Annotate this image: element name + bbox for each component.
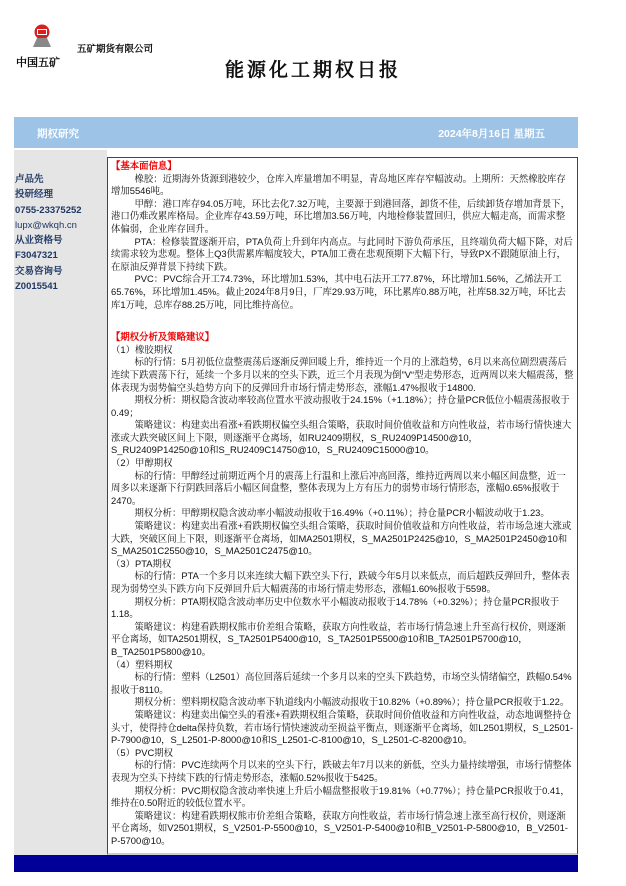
option-section-title: （1）橡胶期权 (111, 343, 173, 355)
advice-text: 策略建议：构建卖出偏空头的看涨+看跌期权组合策略，获取时间价值收益和方向性收益，动态地调整持仓头寸，使得持仓delta保持负数，若市场行情快速波动至损益平衡点，则逐渐平仓离场，如L2501期权，S_L2501-P-7900@10，S_L2501-P-8000@10和S_L2501-C-8100@10，S_L2501-C-8200@10。 (111, 708, 574, 746)
section-bar (14, 117, 578, 148)
report-date: 2024年8月16日 星期五 (438, 128, 545, 140)
market-text: 标的行情：塑料（L2501）高位回落后延续一个多月以来的空头下跌趋势，市场空头情绪偏空，跌幅0.54%报收于8110。 (111, 671, 572, 695)
analysis-text: 期权分析：PVC期权隐含波动率快速上升后小幅盘整报收于19.81%（+0.77%）；持仓量PCR报收于0.41，维持在0.50附近的较低位置水平。 (111, 784, 570, 809)
consult-number: Z0015541 (15, 281, 58, 293)
analysis-text: 期权分析：塑料期权隐含波动率下轨道线内小幅波动报收于10.82%（+0.89%）；持仓量PCR报收于1.22。 (134, 696, 570, 708)
cert-label: 从业资格号 (15, 235, 63, 247)
option-section-title: （3）PTA期权 (111, 557, 172, 569)
fundamentals-paragraph: 橡胶：近期海外货源到港较少，仓库入库量增加不明显，青岛地区库存窄幅波动。上期所：天然橡胶库存增加5546吨。 (111, 172, 566, 197)
fundamentals-paragraph: PTA：检修装置逐渐开启，PTA负荷上升到年内高点。与此同时下游负荷承压，且终端负荷大幅下降，对后续需求较为悲观。整体上Q3供需累库幅度较大，PTA加工费在悲观预期下大幅下行，导致PX不跟随原油上行，在原油反弹背景下持续下跌。 (111, 235, 573, 272)
advice-text: 策略建议：构建卖出看涨+看跌期权偏空头组合策略，获取时间价值收益和方向性收益，若市场行情快速大涨或大跌突破区间上下限，则逐渐平仓离场，如RU2409期权，S_RU2409P14500@10，S_RU2409P14250@10和S_RU2409C14750@10，S_RU2409C15000@10。 (111, 419, 572, 456)
analyst-name: 卢品先 (15, 174, 44, 185)
analysis-text: 期权分析：PTA期权隐含波动率历史中位数水平小幅波动报收于14.78%（+0.32%）；持仓量PCR报收于1.18。 (111, 595, 560, 620)
analyst-role: 投研经理 (15, 189, 54, 201)
fundamentals-paragraph: PVC：PVC综合开工74.73%，环比增加1.53%，其中电石法开工77.87%，环比增加1.56%，乙烯法开工65.76%，环比增加1.45%。截止2024年8月9日，厂库29.93万吨，环比累库0.88万吨，社库58.32万吨，环比去库1万吨，总库存88.25万吨，同比维持高位。 (111, 273, 566, 310)
analysis-text: 期权分析：期权隐含波动率较高位置水平波动报收于24.15%（+1.18%）；持仓量PCR低位小幅震荡报收于0.49； (111, 394, 570, 418)
company-name: 五矿期货有限公司 (77, 44, 154, 55)
footer-bar (14, 855, 578, 872)
fundamentals-heading: 【基本面信息】 (111, 160, 177, 171)
report-content (107, 157, 578, 855)
advice-text: 策略建议：构建看跌期权熊市价差组合策略，获取方向性收益，若市场行情急速上涨至高行权价，则逐渐平仓离场，如V2501期权，S_V2501-P-5500@10，S_V2501-P-5400@10和B_V2501-P-5800@10，B_V2501-P-5700@10。 (111, 809, 568, 846)
option-section-title: （5）PVC期权 (111, 746, 173, 758)
fundamentals-paragraph: 甲醇：港口库存94.05万吨，环比去化7.32万吨，主要源于到港回落，卸货不佳，后续卸货存增加背景下，港口仍难改累库格局。企业库存43.59万吨，环比增加3.56万吨，内地检修装置回归，供应大幅走高，而需求整体偏弱，企业库存回升。 (111, 197, 570, 234)
strategy-heading: 【期权分析及策略建议】 (111, 331, 215, 343)
report-body (14, 150, 578, 872)
option-section-title: （4）塑料期权 (111, 658, 173, 670)
market-text: 标的行情：甲醇经过前期近两个月的震荡上行温和上涨后冲高回落，维持近两周以来小幅区间盘整，近一周多以来逐渐下行阴跌回落后小幅区间盘整，整体表现为上方有压力的弱势市场行情形态，涨幅0.65%报收于2470。 (111, 469, 566, 506)
option-section-title: （2）甲醇期权 (111, 457, 173, 469)
logo-emblem-icon (32, 24, 52, 48)
advice-text: 策略建议：构建卖出看涨+看跌期权偏空头组合策略，获取时间价值收益和方向性收益，若市场急速大涨或大跌，突破区间上下限，则逐渐平仓离场，如MA2501期权，S_MA2501P2425@10，S_MA2501P2450@10和S_MA2501C2550@10，S_MA2501C2475@10。 (111, 520, 572, 557)
cert-number: F3047321 (15, 250, 58, 262)
market-text: 标的行情：5月初低位盘整震荡后逐渐反弹回暖上升，维持近一个月的上涨趋势，6月以来高位剧烈震荡后连续下跌震荡下行，延续一个多月以来的空头下跌，近三个月表现为倒”V“型走势形态，近两周以来大幅震荡，整体表现为弱势偏空头趋势方向下的反弹回升市场行情走势形态，涨幅1.47%报收于14800. (111, 356, 574, 393)
report-title: 能源化工期权日报 (224, 59, 401, 81)
advice-text: 策略建议：构建看跌期权熊市价差组合策略，获取方向性收益，若市场行情急速上升至高行权价，则逐渐平仓离场，如TA2501期权，S_TA2501P5400@10，S_TA2501P5500@10和B_TA2501P5700@10，B_TA2501P5800@10。 (111, 620, 566, 657)
consult-label: 交易咨询号 (15, 265, 63, 277)
analyst-sidebar (14, 150, 107, 855)
market-text: 标的行情：PTA一个多月以来连续大幅下跌空头下行，跌破今年5月以来低点，而后超跌反弹回升，整体表现为弱势空头下跌方向下反弹回升后大幅震荡的市场行情走势形态，涨幅1.60%报收于5598。 (111, 570, 570, 594)
market-text: 标的行情：PVC连续两个月以来的空头下行，跌破去年7月以来的新低，空头力量持续增强，市场行情整体表现为空头下持续下跌的行情走势形态，涨幅0.52%报收于5425。 (111, 759, 572, 783)
analysis-text: 期权分析：甲醇期权隐含波动率小幅波动报收于16.49%（+0.11%）；持仓量PCR小幅波动收于1.23。 (134, 507, 550, 519)
logo-text: 中国五矿 (16, 57, 60, 69)
analyst-phone: 0755-23375252 (15, 204, 82, 216)
section-label: 期权研究 (37, 128, 79, 140)
analyst-email[interactable]: lupx@wkqh.cn (15, 219, 77, 231)
